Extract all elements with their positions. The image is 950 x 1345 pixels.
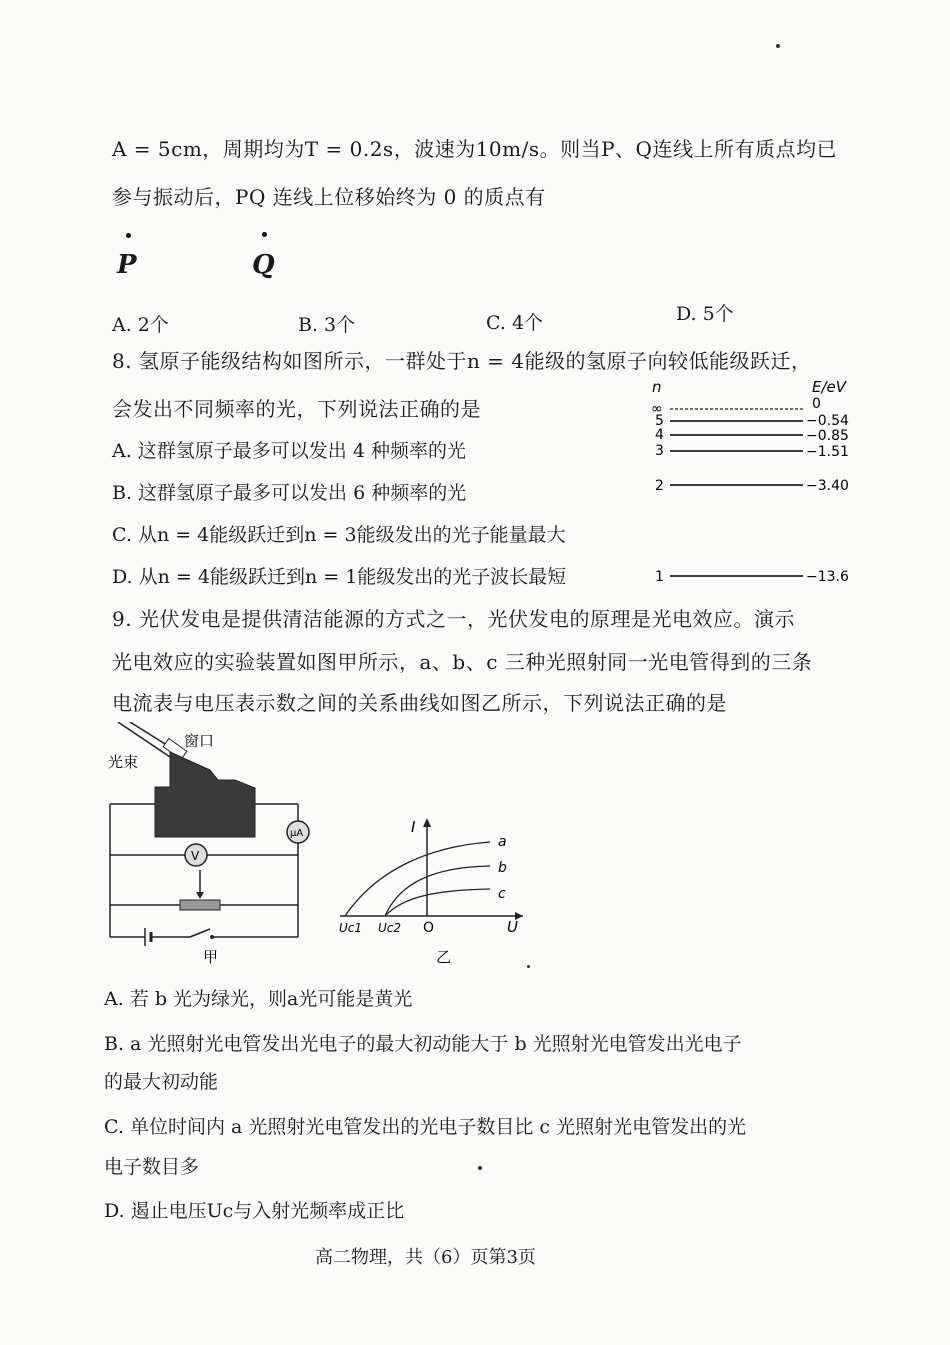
figure-yi-caption: 乙 <box>436 948 452 966</box>
scan-speck <box>776 44 780 48</box>
curve-b <box>385 866 490 916</box>
q8-text-line1: 8. 氢原子能级结构如图所示，一群处于n = 4能级的氢原子向较低能级跃迁， <box>112 349 812 373</box>
q7-text-line1: A = 5cm，周期均为T = 0.2s，波速为10m/s。则当P、Q连线上所有质点均已 <box>112 137 837 161</box>
figure-jia-caption: 甲 <box>203 948 219 966</box>
curve-c-label: c <box>498 886 506 902</box>
curve-a <box>345 842 490 916</box>
q9-text-line1: 9. 光伏发电是提供清洁能源的方式之一，光伏发电的原理是光电效应。演示 <box>112 607 795 631</box>
i-axis-arrow <box>423 818 431 827</box>
level-n-inf: ∞ <box>651 401 663 417</box>
q8-option-d: D. 从n = 4能级跃迁到n = 1能级发出的光子波长最短 <box>112 566 567 588</box>
voltmeter-label: V <box>191 849 200 863</box>
level-n-2: 2 <box>655 478 664 494</box>
curve-b-label: b <box>498 860 507 876</box>
window-label: 窗口 <box>184 732 215 750</box>
uc1-label: Uc1 <box>339 921 363 935</box>
q7-option-c: C. 4个 <box>486 312 544 334</box>
level-e-inf: 0 <box>812 396 821 412</box>
q9-option-b-line1: B. a 光照射光电管发出光电子的最大初动能大于 b 光照射光电管发出光电子 <box>104 1033 742 1055</box>
scan-speck <box>527 965 530 968</box>
level-e-5: −0.54 <box>806 413 849 429</box>
q9-option-a: A. 若 b 光为绿光，则a光可能是黄光 <box>104 988 413 1010</box>
u-axis-label: U <box>507 918 518 936</box>
q9-option-d: D. 遏止电压Uc与入射光频率成正比 <box>104 1200 405 1222</box>
q9-option-c-line2: 电子数目多 <box>104 1156 200 1178</box>
q8-text-line2: 会发出不同频率的光，下列说法正确的是 <box>112 397 481 421</box>
uc2-label: Uc2 <box>378 921 402 935</box>
point-p-label: P <box>117 250 137 280</box>
q9-text-line3: 电流表与电压表示数之间的关系曲线如图乙所示，下列说法正确的是 <box>112 691 727 715</box>
scan-speck <box>478 1166 482 1170</box>
figure-jia-circuit <box>100 722 330 970</box>
light-beam-ray-1 <box>118 722 170 757</box>
level-e-1: −13.6 <box>806 569 849 585</box>
slider-arrow <box>196 892 204 899</box>
point-q-dot <box>262 232 267 237</box>
q8-option-c: C. 从n = 4能级跃迁到n = 3能级发出的光子能量最大 <box>112 524 566 546</box>
curve-a-label: a <box>498 834 507 850</box>
energy-e-header: E/eV <box>812 378 847 396</box>
origin-label: O <box>423 920 435 936</box>
photoelectric-tube <box>155 752 255 837</box>
i-axis-label: I <box>411 818 416 836</box>
q9-option-b-line2: 的最大初动能 <box>104 1071 219 1093</box>
rheostat <box>180 900 220 910</box>
q8-option-a: A. 这群氢原子最多可以发出 4 种频率的光 <box>112 440 466 462</box>
q9-option-c-line1: C. 单位时间内 a 光照射光电管发出的光电子数目比 c 光照射光电管发出的光 <box>104 1116 747 1138</box>
level-e-4: −0.85 <box>806 428 849 444</box>
level-n-5: 5 <box>655 413 664 429</box>
beam-label: 光束 <box>108 753 139 771</box>
q7-option-a: A. 2个 <box>112 314 169 336</box>
energy-n-header: n <box>652 378 662 396</box>
level-n-4: 4 <box>655 427 664 443</box>
figure-yi-iu-graph <box>335 812 535 972</box>
q7-option-b: B. 3个 <box>298 314 356 336</box>
level-e-3: −1.51 <box>806 444 849 460</box>
point-p-dot <box>126 233 131 238</box>
point-q-label: Q <box>252 250 275 280</box>
q9-text-line2: 光电效应的实验装置如图甲所示，a、b、c 三种光照射同一光电管得到的三条 <box>112 650 813 674</box>
page-footer: 高二物理，共（6）页第3页 <box>315 1247 536 1268</box>
level-n-1: 1 <box>655 569 664 585</box>
level-n-3: 3 <box>655 443 664 459</box>
switch-blade <box>190 929 210 937</box>
level-e-2: −3.40 <box>806 478 849 494</box>
ammeter-label: μA <box>290 828 304 839</box>
q7-text-line2: 参与振动后，PQ 连线上位移始终为 0 的质点有 <box>112 185 546 209</box>
q7-option-d: D. 5个 <box>676 303 734 325</box>
q8-option-b: B. 这群氢原子最多可以发出 6 种频率的光 <box>112 482 467 504</box>
energy-level-diagram <box>640 375 860 590</box>
